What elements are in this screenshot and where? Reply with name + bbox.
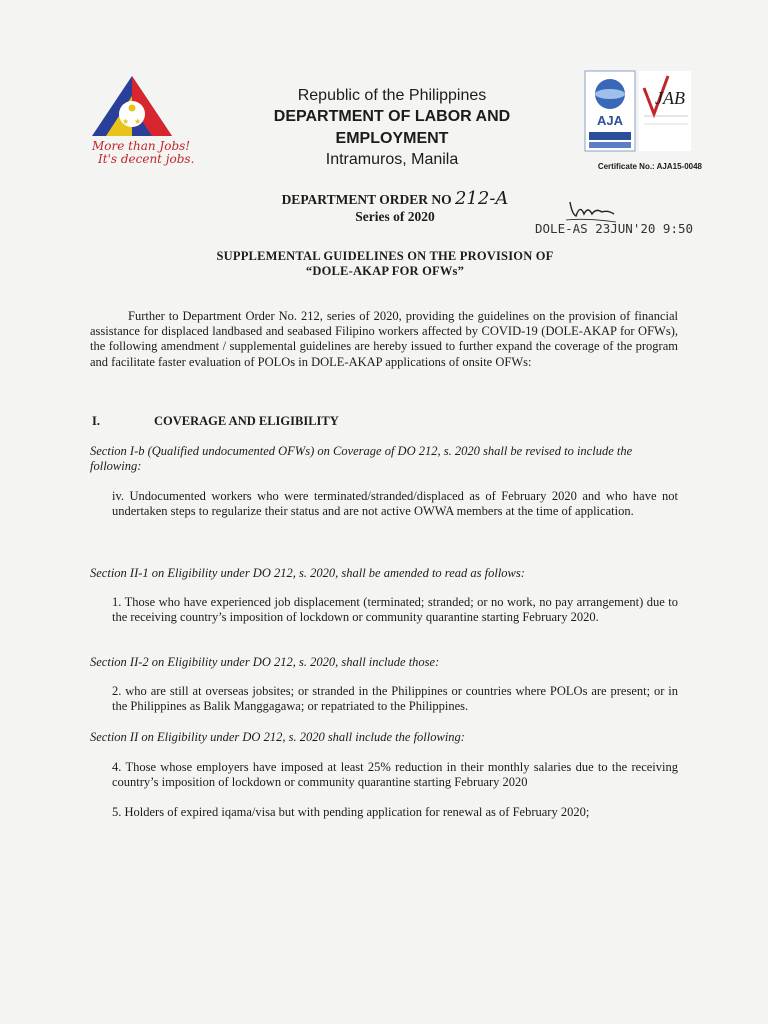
- department-location: Intramuros, Manila: [325, 151, 459, 168]
- clause-heading: Section I-b (Qualified undocumented OFWs) on Coverage of DO 212, s. 2020 shall be revised to include the following:: [90, 444, 633, 473]
- logo-slogan: More than Jobs! It's decent jobs.: [92, 139, 195, 166]
- aja-badge-text: AJA: [596, 113, 624, 128]
- received-stamp: DOLE-AS 23JUN'20 9:50: [535, 221, 694, 236]
- department-order: [250, 190, 540, 225]
- section-heading: I. COVERAGE AND ELIGIBILITY: [92, 414, 339, 428]
- order-series: Series of 2020: [355, 209, 435, 224]
- svg-text:★: ★: [134, 117, 142, 126]
- clause-body: 5. Holders of expired iqama/visa but with pending application for renewal as of February 2020;: [112, 805, 590, 819]
- clause-body: 4. Those whose employers have imposed at least 25% reduction in their monthly salaries due to the receiving country’s imposition of lockdown or community quarantine starting February 2020: [112, 760, 678, 789]
- clause-heading: Section II-2 on Eligibility under DO 212, s. 2020, shall include those:: [90, 655, 440, 669]
- clause-heading: Section II on Eligibility under DO 212, s. 2020 shall include the following:: [90, 730, 465, 744]
- order-label: DEPARTMENT ORDER NO: [281, 192, 452, 207]
- handwritten-order-number: 212-A: [454, 188, 509, 209]
- document-title: SUPPLEMENTAL GUIDELINES ON THE PROVISION OF “DOLE-AKAP FOR OFWs”: [216, 249, 554, 278]
- intro-paragraph: Further to Department Order No. 212, series of 2020, providing the guidelines on the provision of financial assistance for displaced landbased and seabased Filipino workers affected by COVID-19 (DOLE-AKAP for OFWs), the following amendment / supplemental guidelines are hereby issued to further expand the coverage of the program and facilitate faster evaluation of POLOs in DOLE-AKAP applications of onsite OFWs:: [90, 309, 678, 369]
- certificate-number: Certificate No.: AJA15-0048: [597, 162, 702, 171]
- clause-heading: Section II-1 on Eligibility under DO 212, s. 2020, shall be amended to read as follows:: [90, 566, 525, 580]
- certification-badges: [584, 70, 692, 154]
- clause-body: 1. Those who have experienced job displacement (terminated; stranded; or no work, no pay arrangement) due to the receiving country’s imposition of lockdown or community quarantine starting February 2020.: [112, 595, 678, 624]
- svg-text:★: ★: [122, 117, 130, 126]
- clause-body: 2. who are still at overseas jobsites; or stranded in the Philippines or countries where POLOs are present; or in the Philippines as Balik Manggagawa; or repatriated to the Philippines.: [112, 684, 678, 713]
- clause-body: iv. Undocumented workers who were terminated/stranded/displaced as of February 2020 and who have not undertaken steps to regularize their status and are not active OWWA members at the time of application.: [112, 489, 678, 518]
- republic-line: Republic of the Philippines: [297, 87, 487, 104]
- dole-logo: [88, 74, 206, 184]
- department-name: DEPARTMENT OF LABOR AND EMPLOYMENT: [273, 108, 511, 147]
- jab-badge-text: JAB: [655, 88, 685, 108]
- letterhead: [222, 86, 562, 170]
